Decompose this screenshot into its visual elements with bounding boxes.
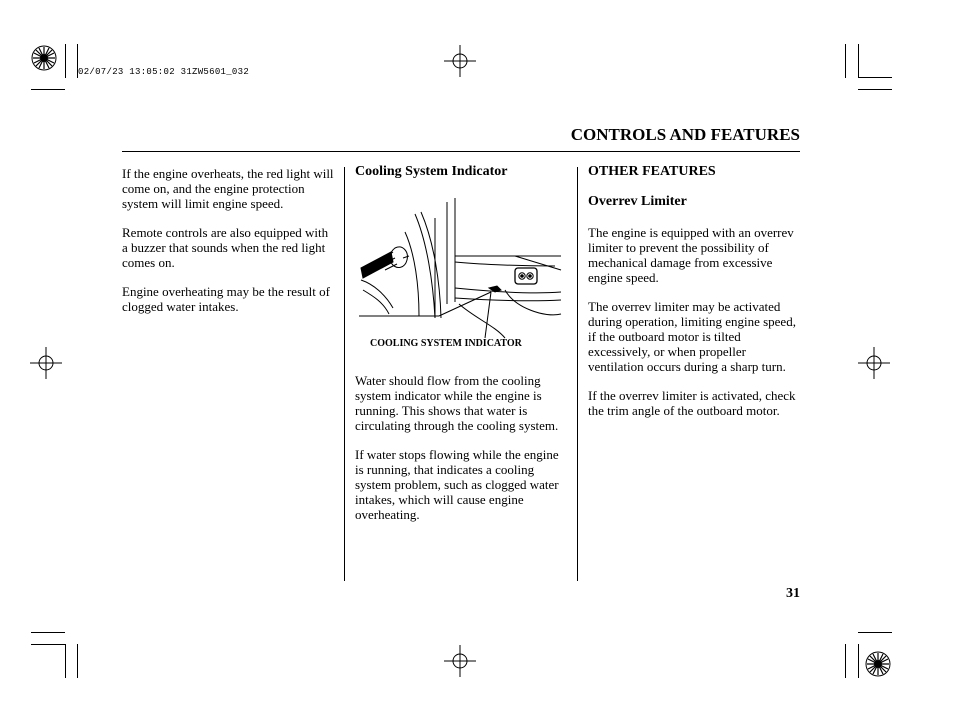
middle-column-body	[355, 373, 567, 522]
print-stamp: 02/07/23 13:05:02 31ZW5601_032	[78, 67, 250, 77]
starburst-mark-bottom-right	[865, 651, 891, 677]
page-title: CONTROLS AND FEATURES	[570, 125, 800, 144]
section-heading: Cooling System Indicator	[355, 164, 508, 179]
paragraph: The engine is equipped with an overrev limiter to prevent the possibility of mechanical damage from excessive engine speed.	[588, 225, 794, 285]
header-rule	[122, 151, 800, 152]
paragraph: If the overrev limiter is activated, check the trim angle of the outboard motor.	[588, 388, 796, 418]
subsection-heading: Overrev Limiter	[588, 194, 687, 209]
column-divider-2	[577, 167, 578, 581]
column-divider-1	[344, 167, 345, 581]
paragraph: If the engine overheats, the red light will come on, and the engine protection system will limit engine speed.	[122, 166, 334, 211]
paragraph: Remote controls are also equipped with a buzzer that sounds when the red light comes on.	[122, 225, 329, 270]
figure-caption: COOLING SYSTEM INDICATOR	[370, 338, 522, 349]
cooling-system-indicator-illustration	[355, 192, 565, 340]
paragraph: The overrev limiter may be activated during operation, limiting engine speed, if the outboard motor is tilted excessively, or when propeller ventilation occurs during a sharp turn.	[588, 299, 796, 374]
right-column-body	[588, 225, 804, 418]
registration-mark-top	[444, 45, 476, 77]
paragraph: Water should flow from the cooling system indicator while the engine is running. This shows that water is circulating through the cooling system.	[355, 373, 559, 433]
paragraph: Engine overheating may be the result of clogged water intakes.	[122, 284, 330, 314]
page-number: 31	[786, 586, 800, 601]
paragraph: If water stops flowing while the engine is running, that indicates a cooling system problem, such as clogged water intakes, which will cause engine overheating.	[355, 447, 559, 522]
starburst-mark-top-left	[31, 45, 57, 71]
registration-mark-right	[858, 347, 890, 379]
left-column	[122, 166, 334, 314]
section-heading: OTHER FEATURES	[588, 164, 716, 179]
registration-mark-left	[30, 347, 62, 379]
registration-mark-bottom	[444, 645, 476, 677]
